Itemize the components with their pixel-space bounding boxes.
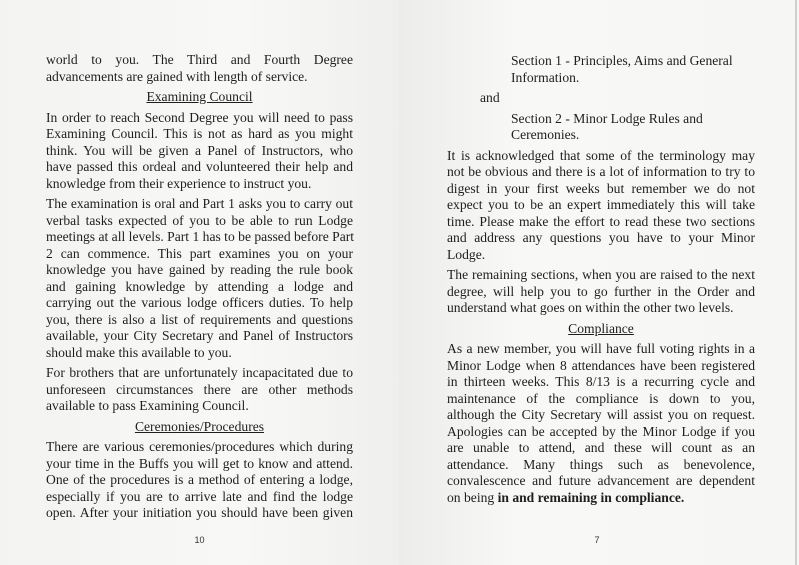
paragraph-line: available, your City Secretary and Panel of Instructors [46, 328, 353, 343]
paragraph-line: Examining Council. This is not as hard as you might [46, 126, 353, 141]
paragraph-line: The remaining sections, when you are raised to the next [447, 267, 755, 282]
paragraph-line: digest in your first weeks but remember we do not [447, 181, 755, 196]
paragraph-line: and gaining knowledge by attending a lodge and [46, 279, 353, 294]
paragraph-line: not be obvious and there is a lot of information to try to [447, 164, 755, 179]
paragraph-line: have passed this ordeal and volunteered their help and [46, 159, 353, 174]
section-heading: Ceremonies/Procedures [134, 419, 265, 434]
paragraph-line: attendance. Many things such as benevolence, [447, 457, 755, 472]
paragraph-line: degree, will help you to go further in the Order and [447, 284, 755, 299]
paragraph-line: your time in the Buffs you will get to know and attend. [46, 456, 353, 471]
paragraph-line: knowledge you have gained by reading the rule book [46, 262, 353, 277]
paragraph-line: One of the procedures is a method of entering a lodge, [46, 472, 353, 487]
conjunction-text: and [480, 90, 500, 105]
section-reference: Section 1 - Principles, Aims and General [511, 53, 733, 68]
paragraph-line: time. Please make the effort to read these two sections [447, 214, 755, 229]
paragraph-line: think. You will be given a Panel of Instructors, who [46, 143, 353, 158]
paragraph-line: There are various ceremonies/procedures which during [46, 439, 353, 454]
paragraph-line: The examination is oral and Part 1 asks you to carry out [46, 196, 353, 211]
paragraph-line: Minor Lodge when 8 attendances have been registered [447, 358, 755, 373]
section-heading: Examining Council [146, 89, 253, 104]
paragraph-line: meetings at all levels. Part 1 has to be passed before Part [46, 229, 355, 244]
paragraph-line [447, 490, 755, 506]
paragraph-line: expect you to be an expert immediately this will take [447, 197, 755, 212]
paragraph-line: advancements are gained with length of service. [46, 69, 308, 84]
paragraph-line: knowledge from their experience to instruct you. [46, 176, 312, 191]
paragraph-line: It is acknowledged that some of the terminology may [447, 148, 755, 163]
paragraph-line: in thirteen weeks. This 8/13 is a recurring cycle and [447, 374, 755, 389]
left-page [0, 0, 399, 565]
paragraph-line: although the City Secretary will assist you on request. [447, 407, 755, 422]
section-reference: Ceremonies. [511, 127, 580, 142]
section-heading: Compliance [568, 321, 634, 336]
bold-emphasis: in and remaining in compliance. [497, 490, 685, 505]
right-page [399, 0, 797, 565]
paragraph-line: available to pass Examining Council. [46, 398, 249, 413]
paragraph-line: Apologies can be accepted by the Minor Lodge if you [447, 424, 755, 439]
paragraph-line: As a new member, you will have full voting rights in a [447, 341, 755, 356]
paragraph-line: and address any questions you have to your Minor [447, 230, 755, 245]
paragraph-line: verbal tasks expected of you to be able to run Lodge [46, 213, 353, 228]
paragraph-line: In order to reach Second Degree you will need to pass [46, 110, 353, 125]
paragraph-line: world to you. The Third and Fourth Degree [46, 52, 353, 67]
paragraph-line: understand what goes on within the other two levels. [447, 300, 734, 315]
section-reference: Information. [511, 70, 580, 85]
paragraph-line: are unable to attend, and these will count as an [447, 440, 755, 455]
paragraph-line: open. After your initiation you should have been given [46, 505, 353, 520]
paragraph-line: you, there is also a list of requirements and questions [46, 312, 353, 327]
paragraph-line: 2 can commence. This part examines you on your [46, 246, 353, 261]
section-reference: Section 2 - Minor Lodge Rules and [511, 111, 703, 126]
paragraph-line: maintenance of the compliance is down to you, [447, 391, 755, 406]
paragraph-line: should make this available to you. [46, 345, 232, 360]
paragraph-line: unforeseen circumstances there are other methods [46, 382, 353, 397]
text-span: on being [447, 490, 498, 505]
page-number: 7 [594, 535, 600, 545]
paragraph-line: Lodge. [447, 247, 486, 262]
page-number: 10 [194, 535, 205, 545]
paragraph-line: For brothers that are unfortunately incapacitated due to [46, 365, 353, 380]
paragraph-line: carrying out the various lodge officers duties. To help [46, 295, 353, 310]
paragraph-line: convalescence and future advancement are dependent [447, 473, 755, 488]
paragraph-line: especially if you are to arrive late and find the lodge [46, 489, 353, 504]
